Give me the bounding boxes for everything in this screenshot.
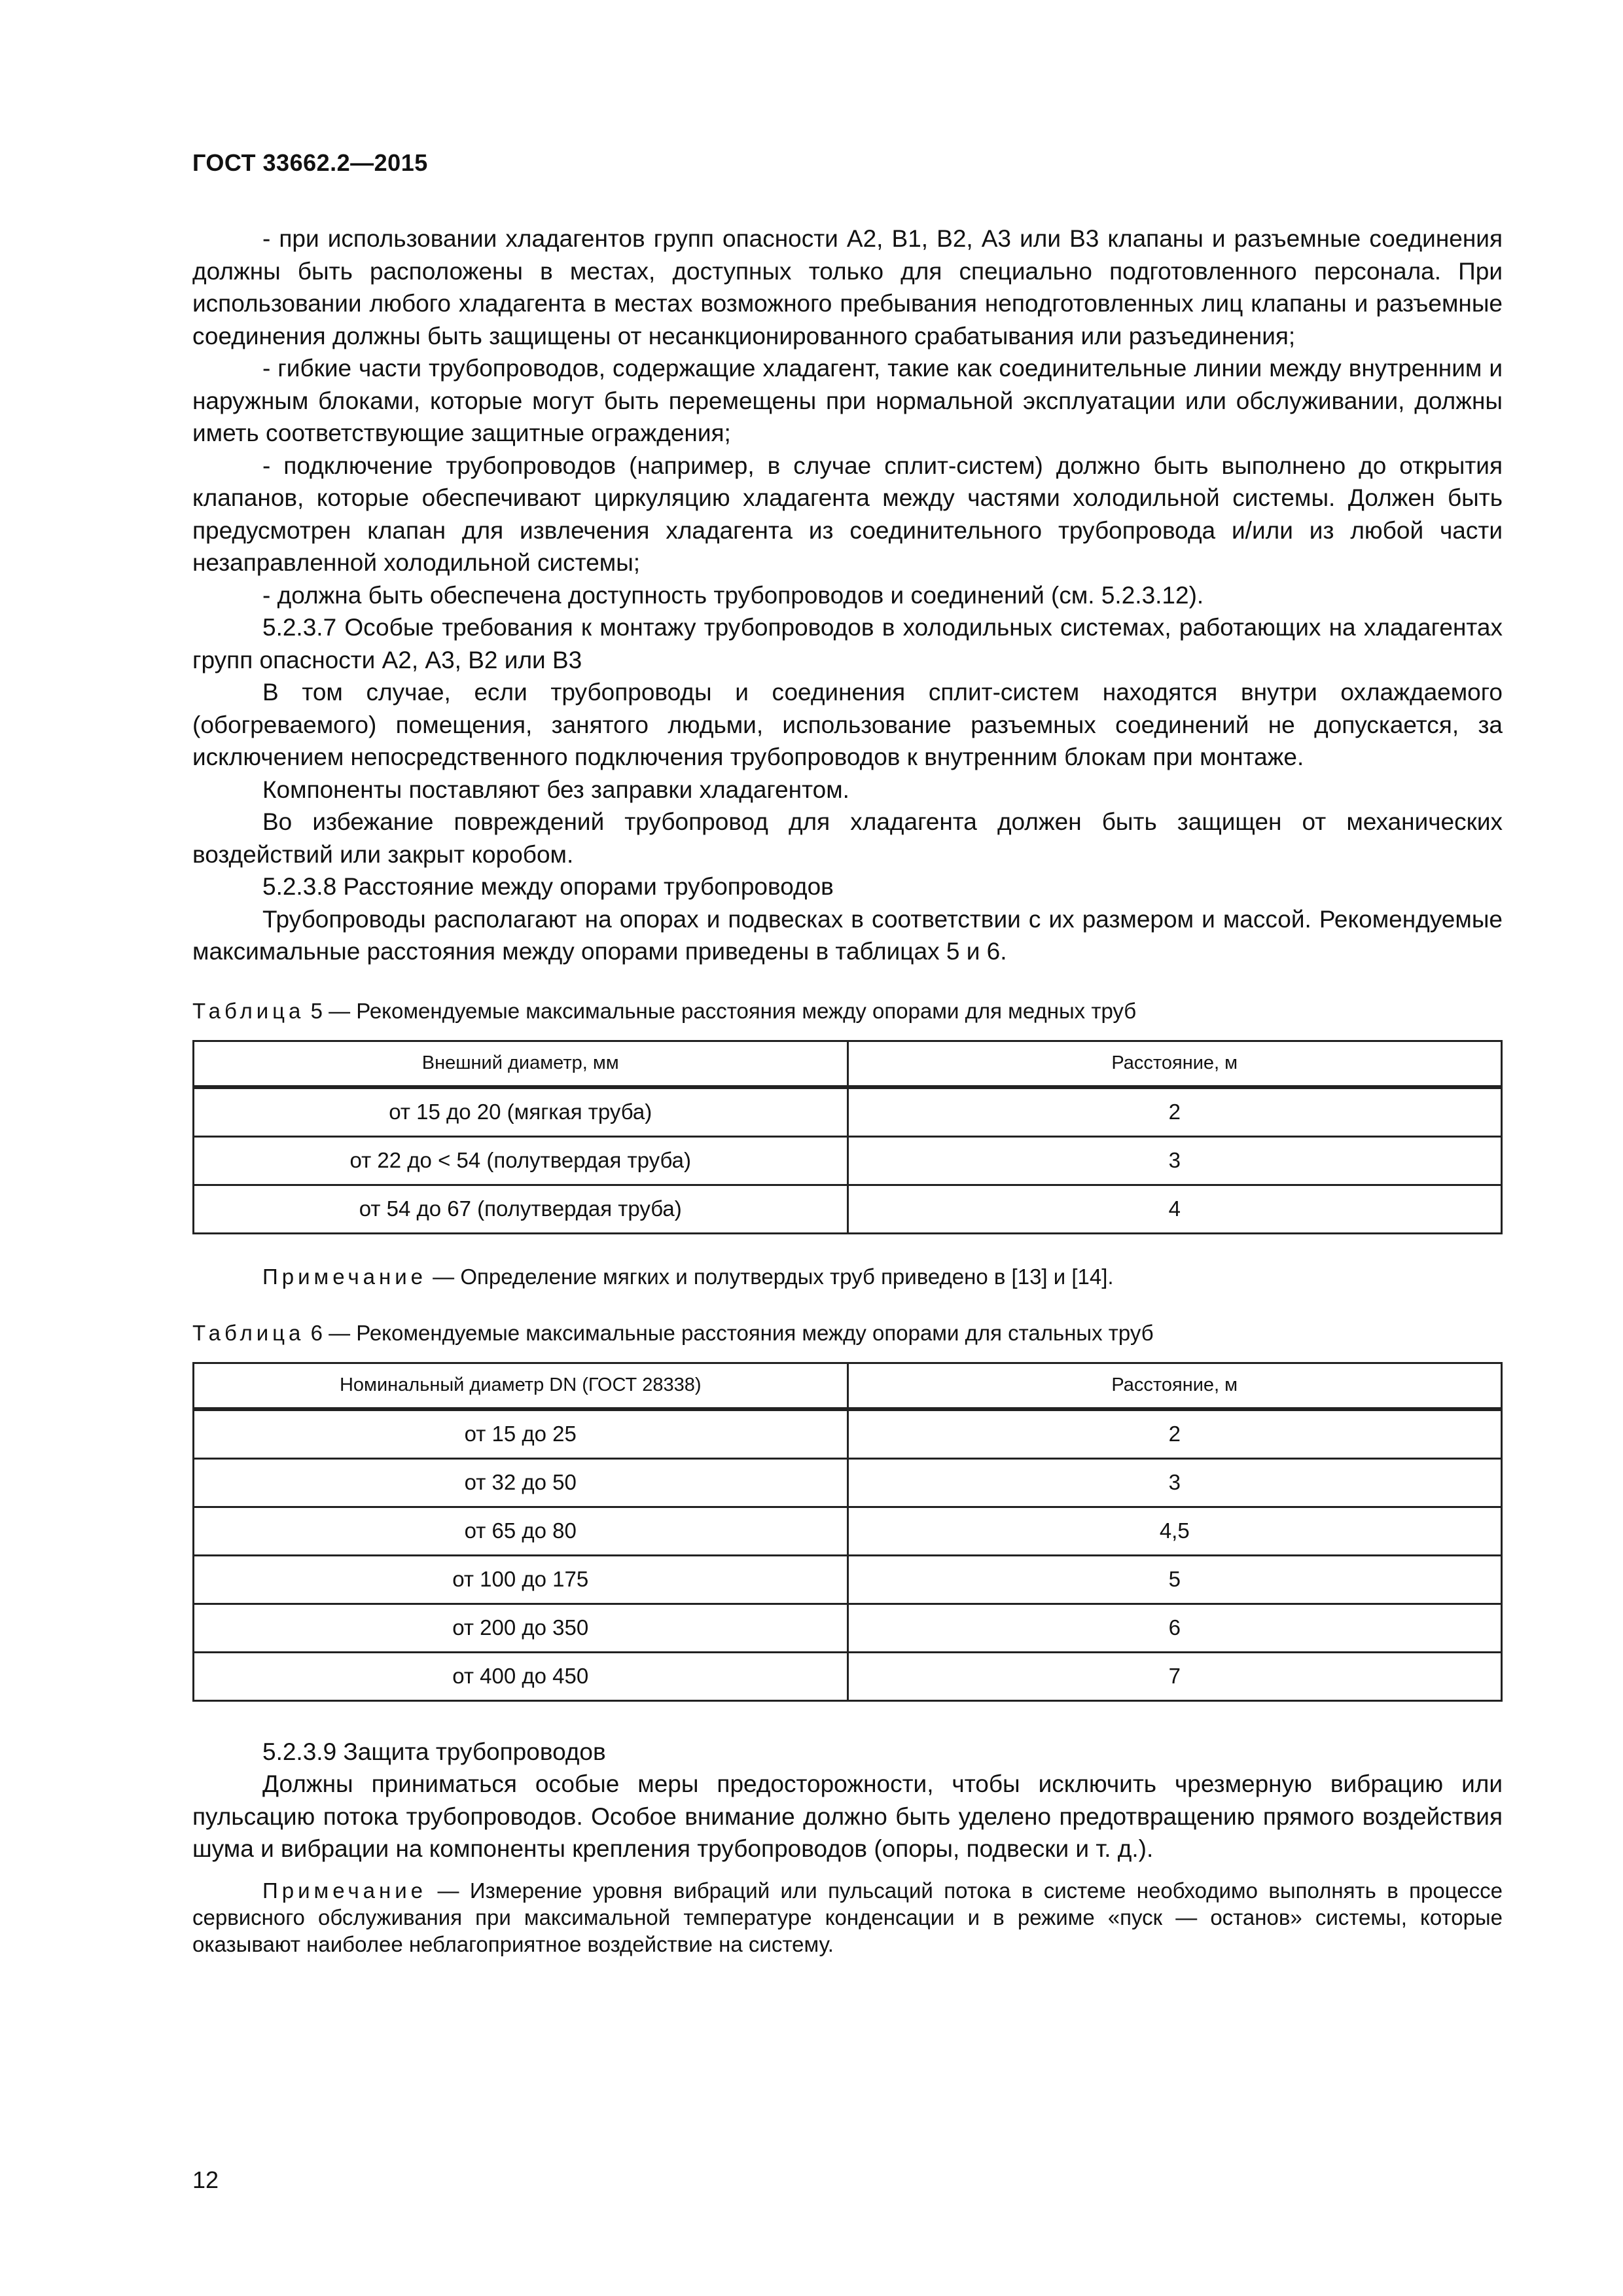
table-cell: 2 xyxy=(847,1087,1502,1137)
table-row xyxy=(194,1652,1502,1700)
note-label: Примечание xyxy=(262,1264,427,1289)
table-row xyxy=(194,1507,1502,1555)
table-cell: от 54 до 67 (полутвердая труба) xyxy=(194,1185,848,1233)
table-5-caption xyxy=(192,997,1503,1026)
table-5-label: Таблица xyxy=(192,998,305,1023)
table-cell: 4 xyxy=(847,1185,1502,1233)
paragraph: - при использовании хладагентов групп опасности А2, В1, В2, А3 или В3 клапаны и разъемные соединения должны быть расположены в местах, доступных только для специально подготовленного персонала. При использовании любого хладагента в местах возможного пребывания неподготовленных лиц клапаны и разъемные соединения должны быть защищены от несанкционированного срабатывания или разъединения; xyxy=(192,225,1503,350)
table-cell: от 400 до 450 xyxy=(194,1652,848,1700)
standard-header: ГОСТ 33662.2—2015 xyxy=(192,149,428,176)
document-body xyxy=(192,223,1503,1958)
table-cell: 3 xyxy=(847,1136,1502,1185)
table-row xyxy=(194,1087,1502,1137)
table-5 xyxy=(192,1040,1503,1234)
table-row xyxy=(194,1555,1502,1604)
table-6 xyxy=(192,1362,1503,1702)
table-cell: от 32 до 50 xyxy=(194,1458,848,1507)
paragraph: - подключение трубопроводов (например, в случае сплит-систем) должно быть выполнено до открытия клапанов, которые обеспечивают циркуляцию хладагента между частями холодильной системы. Должен быть предусмотрен клапан для извлечения хладагента из соединительного трубопровода и/или из любой части незаправленной холодильной системы; xyxy=(192,452,1503,576)
table-row xyxy=(194,1185,1502,1233)
table-header-cell: Расстояние, м xyxy=(847,1363,1502,1409)
section-heading-5-2-3-8: 5.2.3.8 Расстояние между опорами трубопроводов xyxy=(262,873,834,900)
table-cell: от 100 до 175 xyxy=(194,1555,848,1604)
note-text: — Измерение уровня вибраций или пульсаций потока в системе необходимо выполнять в процессе сервисного обслуживания при максимальной температуре конденсации и в режиме «пуск — останов» системы, которые оказывают наиболее неблагоприятное воздействие на систему. xyxy=(192,1878,1503,1956)
table-row xyxy=(194,1409,1502,1459)
table-row xyxy=(194,1136,1502,1185)
table-cell: 7 xyxy=(847,1652,1502,1700)
paragraph: - должна быть обеспечена доступность трубопроводов и соединений (см. 5.2.3.12). xyxy=(262,581,1204,609)
table-6-caption xyxy=(192,1319,1503,1348)
table-5-title: 5 — Рекомендуемые максимальные расстояния между опорами для медных труб xyxy=(310,998,1137,1023)
table-header-cell: Номинальный диаметр DN (ГОСТ 28338) xyxy=(194,1363,848,1409)
table-6-title: 6 — Рекомендуемые максимальные расстояния между опорами для стальных труб xyxy=(310,1320,1154,1345)
table-cell: от 65 до 80 xyxy=(194,1507,848,1555)
table-cell: от 200 до 350 xyxy=(194,1604,848,1652)
paragraph: Во избежание повреждений трубопровод для хладагента должен быть защищен от механических воздействий или закрыт коробом. xyxy=(192,808,1503,868)
section-heading-5-2-3-9: 5.2.3.9 Защита трубопроводов xyxy=(262,1738,606,1765)
table-header-row xyxy=(194,1041,1502,1087)
paragraph: В том случае, если трубопроводы и соединения сплит-систем находятся внутри охлаждаемого (обогреваемого) помещения, занятого людьми, использование разъемных соединений не допускается, за исключением непосредственного подключения трубопроводов к внутренним блокам при монтаже. xyxy=(192,679,1503,770)
paragraph: Компоненты поставляют без заправки хладагентом. xyxy=(262,776,849,803)
table-row xyxy=(194,1458,1502,1507)
table-cell: от 15 до 20 (мягкая труба) xyxy=(194,1087,848,1137)
table-header-row xyxy=(194,1363,1502,1409)
table-cell: от 15 до 25 xyxy=(194,1409,848,1459)
table-6-label: Таблица xyxy=(192,1320,305,1345)
page-number: 12 xyxy=(192,2166,219,2193)
note-text: — Определение мягких и полутвердых труб приведено в [13] и [14]. xyxy=(427,1264,1114,1289)
paragraph: Должны приниматься особые меры предосторожности, чтобы исключить чрезмерную вибрацию или пульсацию потока трубопроводов. Особое внимание должно быть уделено предотвращению прямого воздействия шума и вибрации на компоненты крепления трубопроводов (опоры, подвески и т. д.). xyxy=(192,1770,1503,1862)
table-row xyxy=(194,1604,1502,1652)
table-cell: 5 xyxy=(847,1555,1502,1604)
note-label: Примечание xyxy=(262,1878,427,1903)
table-5-note xyxy=(192,1263,1503,1290)
table-cell: от 22 до < 54 (полутвердая труба) xyxy=(194,1136,848,1185)
table-cell: 4,5 xyxy=(847,1507,1502,1555)
section-heading-5-2-3-7: 5.2.3.7 Особые требования к монтажу трубопроводов в холодильных системах, работающих на хладагентах групп опасности А2, А3, В2 или В3 xyxy=(192,614,1503,673)
paragraph: Трубопроводы располагают на опорах и подвесках в соответствии с их размером и массой. Рекомендуемые максимальные расстояния между опорами приведены в таблицах 5 и 6. xyxy=(192,905,1503,965)
table-header-cell: Расстояние, м xyxy=(847,1041,1502,1087)
table-cell: 3 xyxy=(847,1458,1502,1507)
table-header-cell: Внешний диаметр, мм xyxy=(194,1041,848,1087)
table-cell: 6 xyxy=(847,1604,1502,1652)
closing-note xyxy=(192,1877,1503,1958)
paragraph: - гибкие части трубопроводов, содержащие хладагент, такие как соединительные линии между внутренним и наружным блоками, которые могут быть перемещены при нормальной эксплуатации или обслуживании, должны иметь соответствующие защитные ограждения; xyxy=(192,355,1503,446)
table-cell: 2 xyxy=(847,1409,1502,1459)
